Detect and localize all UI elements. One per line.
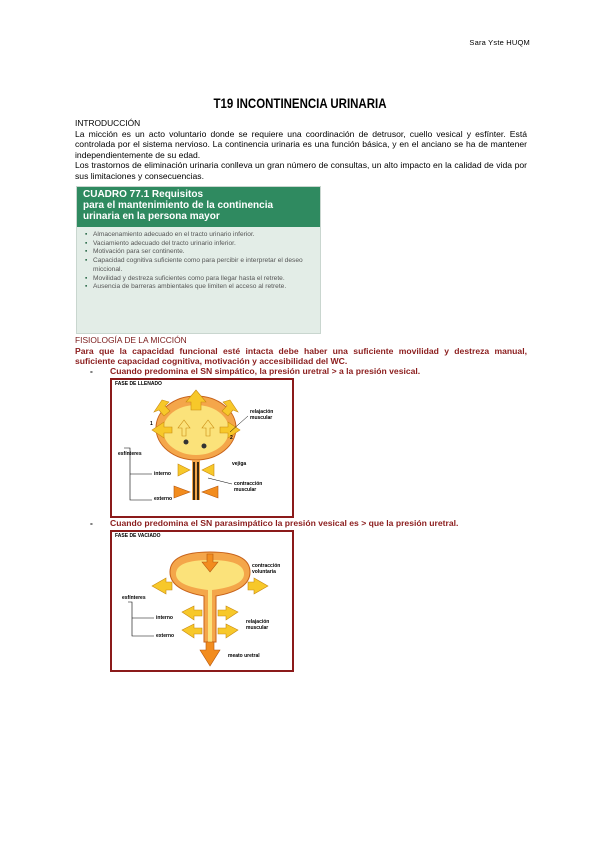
label-sphincters: esfínteres — [122, 595, 146, 601]
intro-heading: INTRODUCCIÓN — [75, 118, 141, 128]
label-internal: interno — [156, 615, 173, 621]
label-bladder: vejiga — [232, 461, 247, 467]
bullet-sympathetic — [90, 366, 420, 376]
label-urethral-meatus: meato uretral — [228, 653, 260, 659]
requirements-list — [77, 231, 320, 292]
bullet-dash: - — [90, 518, 93, 528]
emptying-phase-title: FASE DE VACIADO — [115, 533, 161, 539]
intro-paragraph-2: Los trastornos de eliminación urinaria conlleva un gran número de consultas, un alto impacto en la calidad de vida por sus limitaciones y consecuencias. — [75, 160, 527, 181]
emptying-phase-figure — [110, 530, 294, 672]
requirements-item: ▪ Capacidad cognitiva suficiente como para percibir e interpretar el deseo miccional. — [85, 257, 314, 274]
requirements-box — [76, 186, 321, 334]
requirements-item: ▪ Vaciamiento adecuado del tracto urinario inferior. — [85, 240, 314, 249]
bullet-parasympathetic — [90, 518, 458, 528]
intro-paragraph-1: La micción es un acto voluntario donde se requiere una coordinación de detrusor, cuello vesical y esfínter. Está controlada por el sistema nervioso. La continencia urinaria es una función básica, y en el anciano se ha de mantener independientemente de su edad. — [75, 128, 527, 160]
label-number-2: 2 — [230, 435, 233, 441]
requirements-box-header-line-3: urinaria en la persona mayor — [83, 211, 220, 222]
label-number-1: 1 — [150, 421, 153, 427]
label-relaxation: relajación muscular — [250, 409, 274, 421]
filling-phase-figure — [110, 378, 294, 518]
bullet-parasympathetic-text: Cuando predomina el SN parasimpático la presión vesical es > que la presión uretral. — [110, 518, 459, 528]
physiology-paragraph: Para que la capacidad funcional esté intacta debe haber una suficiente movilidad y destreza manual, suficiente capacidad cognitiva, motivación y accesibilidad del WC. — [75, 345, 527, 367]
label-voluntary-contraction: contracción voluntaria — [252, 563, 281, 575]
bullet-dash: - — [90, 366, 93, 376]
label-external: externo — [154, 496, 173, 502]
label-relaxation: relajación muscular — [246, 619, 270, 631]
page-title: T19 INCONTINENCIA URINARIA — [213, 96, 387, 111]
author-name: Sara Yste HUQM — [469, 38, 530, 47]
requirements-box-header-line-1: CUADRO 77.1 Requisitos — [83, 189, 204, 200]
requirements-box-header — [77, 187, 320, 227]
filling-phase-illustration — [112, 380, 292, 516]
label-external: externo — [156, 633, 175, 639]
physiology-section — [75, 335, 527, 367]
requirements-item: ▪ Ausencia de barreras ambientales que limiten el acceso al retrete. — [85, 283, 314, 292]
physiology-heading: FISIOLOGÍA DE LA MICCIÓN — [75, 335, 187, 345]
intro-section — [75, 118, 527, 182]
bullet-sympathetic-text: Cuando predomina el SN simpático, la presión uretral > a la presión vesical. — [110, 366, 421, 376]
label-sphincters: esfínteres — [118, 451, 142, 457]
requirements-item: ▪ Movilidad y destreza suficientes como para llegar hasta el retrete. — [85, 275, 314, 284]
requirements-item: ▪ Almacenamiento adecuado en el tracto urinario inferior. — [85, 231, 314, 240]
filling-phase-title: FASE DE LLENADO — [115, 381, 162, 387]
requirements-box-header-line-2: para el mantenimiento de la continencia — [83, 200, 274, 211]
label-contraction: contracción muscular — [234, 481, 263, 493]
label-internal: interno — [154, 471, 171, 477]
requirements-item: ▪ Motivación para ser continente. — [85, 248, 314, 257]
